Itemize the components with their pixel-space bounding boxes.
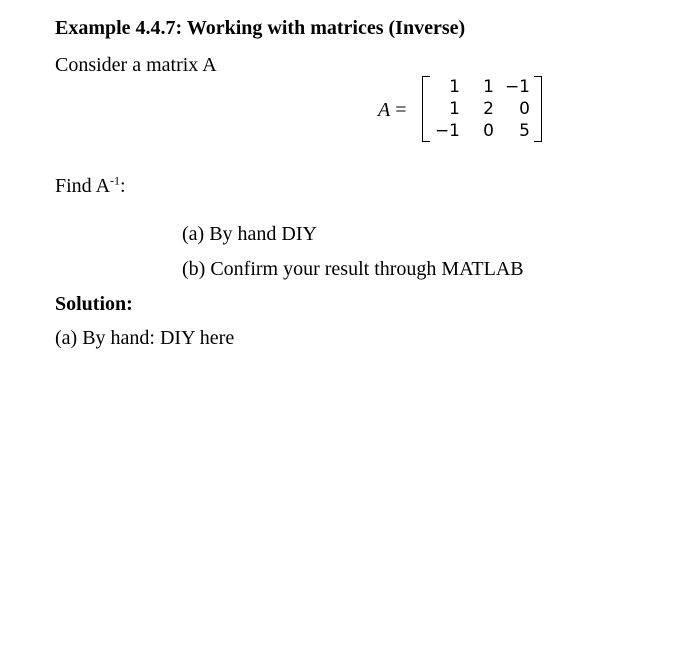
matrix-cell: 1 bbox=[449, 99, 460, 119]
matrix-lhs bbox=[378, 96, 407, 124]
find-instruction bbox=[55, 172, 126, 200]
matrix-cell: 1 bbox=[449, 77, 460, 97]
matrix-cell: −1 bbox=[434, 121, 460, 141]
matrix-cell: 5 bbox=[519, 121, 530, 141]
matrix-cell: 1 bbox=[483, 77, 494, 97]
example-title: Example 4.4.7: Working with matrices (Inverse) bbox=[55, 17, 466, 39]
matrix-right-bracket bbox=[534, 76, 542, 142]
intro-text: Consider a matrix A bbox=[55, 54, 217, 76]
matrix-cell: −1 bbox=[504, 77, 530, 97]
matrix-cell: 0 bbox=[519, 99, 530, 119]
solution-heading: Solution: bbox=[55, 293, 133, 315]
find-suffix: : bbox=[120, 175, 126, 197]
task-part-b: (b) Confirm your result through MATLAB bbox=[182, 258, 524, 280]
matrix-cell: 2 bbox=[483, 99, 494, 119]
matrix-equation bbox=[378, 76, 548, 144]
solution-part-a: (a) By hand: DIY here bbox=[55, 327, 235, 349]
matrix-left-bracket bbox=[422, 76, 430, 142]
inverse-superscript: -1 bbox=[110, 173, 121, 188]
equals-sign: = bbox=[390, 99, 407, 121]
matrix-cells bbox=[430, 76, 534, 142]
task-part-a: (a) By hand DIY bbox=[182, 223, 317, 245]
matrix-cell: 0 bbox=[483, 121, 494, 141]
matrix-name: A bbox=[378, 99, 391, 121]
find-prefix: Find A bbox=[55, 175, 111, 197]
